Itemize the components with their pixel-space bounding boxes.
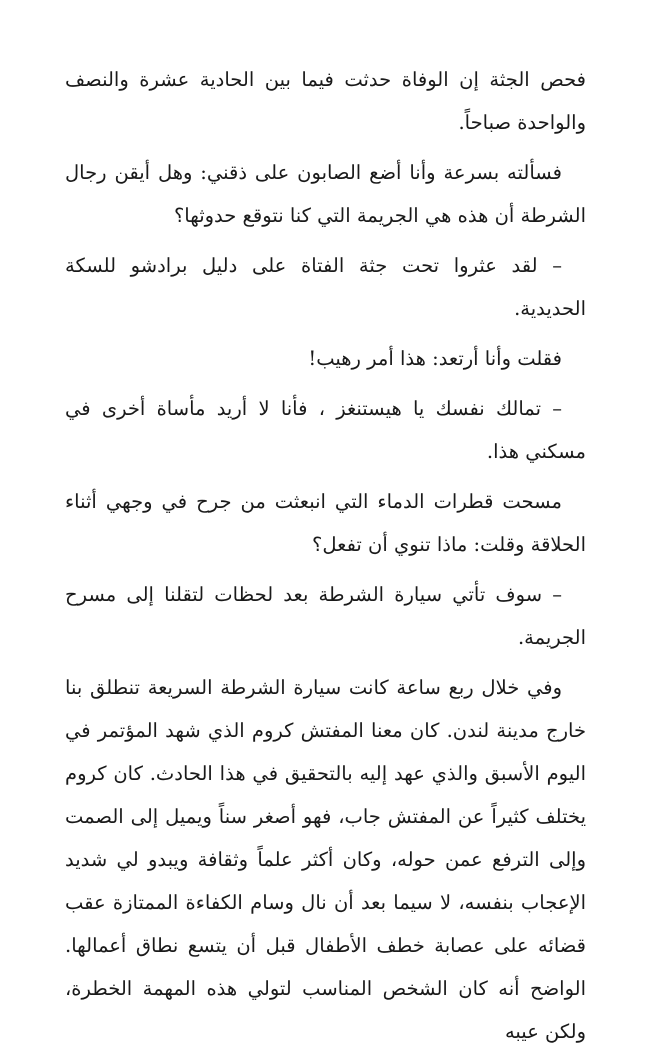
- dialogue-paragraph: – تمالك نفسك يا هيستنغز ، فأنا لا أريد مأساة أخرى في مسكني هذا.: [65, 397, 586, 463]
- paragraph: وفي خلال ربع ساعة كانت سيارة الشرطة السريعة تنطلق بنا خارج مدينة لندن. كان معنا المفتش كروم الذي شهد المؤتمر في اليوم الأسبق والذي عهد إليه بالتحقيق في هذا الحادث. كان كروم يختلف كثيراً عن المفتش جاب، فهو أصغر سناً ويميل إلى الصمت وإلى الترفع عمن حوله، وكان أكثر علماً وثقافة ويبدو لي شديد الإعجاب بنفسه، لا سيما بعد أن نال وسام الكفاءة الممتازة عقب قضائه على عصابة خطف الأطفال قبل أن يتسع نطاق أعمالها. الواضح أنه كان الشخص المناسب لتولي هذه المهمة الخطرة، ولكن عيبه: [65, 676, 586, 1043]
- dialogue-paragraph: – سوف تأتي سيارة الشرطة بعد لحظات لتقلنا إلى مسرح الجريمة.: [65, 583, 586, 649]
- paragraph: فسألته بسرعة وأنا أضع الصابون على ذقني: وهل أيقن رجال الشرطة أن هذه هي الجريمة التي كنا نتوقع حدوثها؟: [65, 161, 586, 227]
- paragraph: مسحت قطرات الدماء التي انبعثت من جرح في وجهي أثناء الحلاقة وقلت: ماذا تنوي أن تفعل؟: [65, 490, 586, 556]
- paragraph: فقلت وأنا أرتعد: هذا أمر رهيب!: [308, 347, 562, 370]
- paragraph: فحص الجثة إن الوفاة حدثت فيما بين الحادية عشرة والنصف والواحدة صباحاً.: [65, 68, 586, 134]
- dialogue-paragraph: – لقد عثروا تحت جثة الفتاة على دليل برادشو للسكة الحديدية.: [65, 254, 586, 320]
- book-page: [65, 58, 586, 1053]
